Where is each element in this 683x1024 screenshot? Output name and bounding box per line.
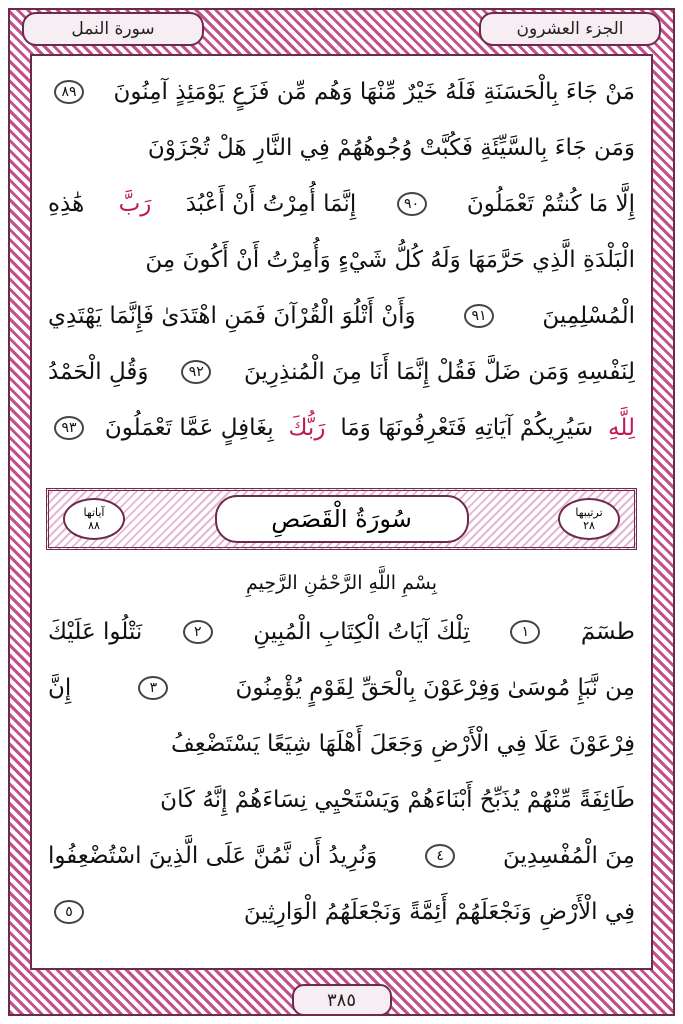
verse-line [48, 400, 635, 456]
verse-line [48, 660, 635, 716]
verse-number-marker: ٣ [138, 676, 168, 700]
verses-top [48, 64, 635, 456]
surah-title-banner [46, 488, 637, 550]
verse-text: الْبَلْدَةِ الَّذِي حَرَّمَهَا وَلَهُ كُلُّ شَيْءٍ وَأُمِرْتُ أَنْ أَكُونَ مِنَ [145, 247, 635, 273]
verse-text: وَمَن جَاءَ بِالسَّيِّئَةِ فَكُبَّتْ وُجُوهُهُمْ فِي النَّارِ هَلْ تُجْزَوْنَ [147, 135, 635, 161]
surah-name-header [22, 12, 204, 46]
verse-text: هَٰذِهِ [48, 191, 85, 217]
surah-verses-value: ٨٨ [88, 519, 100, 532]
verse-number-marker: ٨٩ [54, 80, 84, 104]
verses-bottom [48, 604, 635, 940]
verse-line [48, 604, 635, 660]
verse-text: وَقُلِ الْحَمْدُ [48, 359, 149, 385]
surah-order-label: ترتيبها [575, 506, 603, 519]
verse-text: إِنَّمَا أُمِرْتُ أَنْ أَعْبُدَ [185, 191, 357, 217]
verse-line [48, 716, 635, 772]
verse-text: مَنْ جَاءَ بِالْحَسَنَةِ فَلَهُ خَيْرٌ مِّنْهَا وَهُم مِّن فَزَعٍ يَوْمَئِذٍ آمِنُونَ [113, 79, 635, 105]
verse-number-marker: ٩١ [464, 304, 494, 328]
verse-text: طَائِفَةً مِّنْهُمْ يُذَبِّحُ أَبْنَاءَهُمْ وَيَسْتَحْيِي نِسَاءَهُمْ إِنَّهُ كَانَ [160, 787, 635, 813]
surah-order-badge [558, 498, 620, 540]
divine-name: لِلَّهِ [608, 415, 635, 441]
verse-text: إِلَّا مَا كُنتُمْ تَعْمَلُونَ [466, 191, 635, 217]
surah-title: سُورَةُ الْقَصَصِ [271, 505, 412, 533]
verse-text: مِنَ الْمُفْسِدِينَ [503, 843, 635, 869]
verse-line [48, 176, 635, 232]
verse-line [48, 64, 635, 120]
verse-line [48, 828, 635, 884]
verse-number-marker: ٩٢ [181, 360, 211, 384]
verse-number-marker: ٢ [183, 620, 213, 644]
verse-line [48, 120, 635, 176]
verse-number-marker: ١ [510, 620, 540, 644]
surah-title-cartouche [215, 495, 469, 543]
surah-verses-label: آياتها [83, 506, 105, 519]
verse-text: إِنَّ [48, 675, 72, 701]
juz-name: الجزء العشرون [516, 19, 624, 39]
verse-text: مِن نَّبَإِ مُوسَىٰ وَفِرْعَوْنَ بِالْحَقِّ لِقَوْمٍ يُؤْمِنُونَ [235, 675, 635, 701]
divine-name: رَبَّ [118, 191, 152, 217]
verse-text: فِي الْأَرْضِ وَنَجْعَلَهُمْ أَئِمَّةً وَنَجْعَلَهُمُ الْوَارِثِينَ [243, 899, 635, 925]
verse-number-marker: ٩٣ [54, 416, 84, 440]
verse-line [48, 344, 635, 400]
page-number: ٣٨٥ [326, 989, 356, 1011]
verse-text: طسٓمٓ [580, 619, 635, 645]
basmala [48, 566, 635, 600]
basmala-text: بِسْمِ اللَّهِ الرَّحْمَٰنِ الرَّحِيمِ [246, 572, 437, 594]
page-number-box [292, 984, 392, 1016]
verse-line [48, 884, 635, 940]
verse-number-marker: ٥ [54, 900, 84, 924]
verse-text: نَتْلُوا عَلَيْكَ [48, 619, 143, 645]
juz-header [479, 12, 661, 46]
verse-text: فِرْعَوْنَ عَلَا فِي الْأَرْضِ وَجَعَلَ أَهْلَهَا شِيَعًا يَسْتَضْعِفُ [171, 731, 635, 757]
verse-line [48, 772, 635, 828]
verse-text: تِلْكَ آيَاتُ الْكِتَابِ الْمُبِينِ [253, 619, 470, 645]
verse-text: سَيُرِيكُمْ آيَاتِهِ فَتَعْرِفُونَهَا وَمَا [340, 415, 594, 441]
verse-text: وَأَنْ أَتْلُوَ الْقُرْآنَ فَمَنِ اهْتَدَىٰ فَإِنَّمَا يَهْتَدِي [48, 303, 416, 329]
verse-number-marker: ٩٠ [397, 192, 427, 216]
surah-order-value: ٢٨ [583, 519, 595, 532]
verse-text: بِغَافِلٍ عَمَّا تَعْمَلُونَ [104, 415, 274, 441]
verse-text: وَنُرِيدُ أَن نَّمُنَّ عَلَى الَّذِينَ اسْتُضْعِفُوا [48, 843, 378, 869]
divine-name: رَبُّكَ [288, 415, 326, 441]
verse-text: الْمُسْلِمِينَ [542, 303, 635, 329]
surah-verses-badge [63, 498, 125, 540]
verse-text: لِنَفْسِهِ وَمَن ضَلَّ فَقُلْ إِنَّمَا أَنَا مِنَ الْمُنذِرِينَ [244, 359, 635, 385]
verse-line [48, 232, 635, 288]
verse-number-marker: ٤ [425, 844, 455, 868]
surah-name: سورة النمل [71, 19, 155, 39]
verse-line [48, 288, 635, 344]
